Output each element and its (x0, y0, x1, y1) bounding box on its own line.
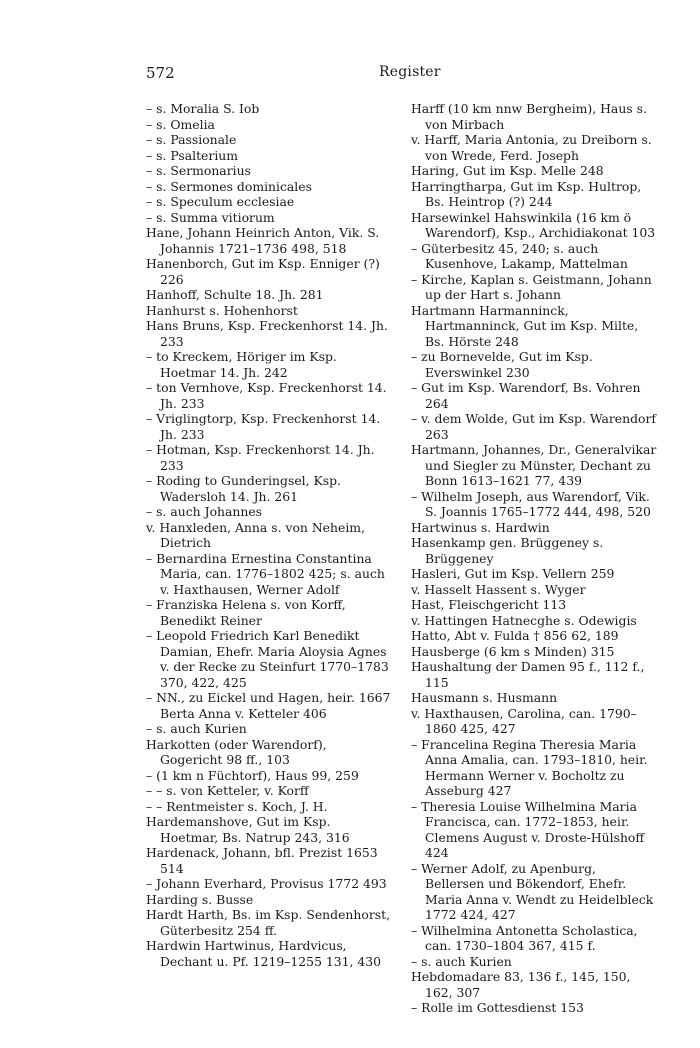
index-entry: Hasleri, Gut im Ksp. Vellern 259 (411, 566, 615, 581)
index-entry: – s. Sermones dominicales (146, 178, 312, 194)
index-entry: v. Haxthausen, Carolina, can. 1790–1860 425, 427 (411, 705, 637, 736)
index-entry: Hardt Harth, Bs. im Ksp. Sendenhorst, Güterbesitz 254 ff. (146, 907, 391, 938)
index-entry: Hausberge (6 km s Minden) 315 (411, 643, 615, 659)
page-header (0, 64, 700, 84)
index-entry: – Kirche, Kaplan s. Geistmann, Johann up der Hart s. Johann (411, 271, 652, 302)
index-entry: Hatto, Abt v. Fulda † 856 62, 189 (411, 628, 619, 643)
running-title: Register (379, 64, 441, 80)
index-entry: Hanhoff, Schulte 18. Jh. 281 (146, 287, 324, 302)
index-entry: Hanenborch, Gut im Ksp. Enniger (?) 226 (146, 256, 380, 287)
index-entry: – – s. von Ketteler, v. Korff (146, 783, 309, 798)
index-entry: Hausmann s. Husmann (411, 690, 558, 705)
index-entry: Hartmann Harmanninck, Hartmanninck, Gut im Ksp. Milte, Bs. Hörste 248 (411, 302, 639, 349)
index-entry: – s. Omelia (146, 116, 215, 132)
index-entry: Hartwinus s. Hardwin (411, 519, 550, 535)
index-entry: Hartmann, Johannes, Dr., Generalvikar und Siegler zu Münster, Dechant zu Bonn 1613–1621 77, 439 (411, 442, 657, 488)
index-entry: – Theresia Louise Wilhelmina Maria Francisca, can. 1772–1853, heir. Clemens August v. Droste-Hülshoff 424 (411, 798, 645, 860)
left-index-column (146, 101, 392, 969)
index-entry: – Roding to Gunderingsel, Ksp. Wadersloh 14. Jh. 261 (146, 473, 341, 504)
index-entry: – Werner Adolf, zu Apenburg, Bellersen und Bökendorf, Ehefr. Maria Anna v. Wendt zu Heidelbleck 1772 424, 427 (411, 860, 654, 922)
index-entry: Hasenkamp gen. Brüggeney s. Brüggeney (411, 535, 604, 566)
index-entry: – NN., zu Eickel und Hagen, heir. 1667 Berta Anna v. Ketteler 406 (146, 690, 391, 721)
index-entry: – Francelina Regina Theresia Maria Anna Amalia, can. 1793–1810, heir. Hermann Werner v. Bocholtz zu Asseburg 427 (411, 736, 648, 798)
index-entry: – zu Bornevelde, Gut im Ksp. Everswinkel 230 (411, 349, 593, 380)
index-entry: – s. auch Johannes (146, 504, 263, 519)
index-entry: v. Hanxleden, Anna s. von Neheim, Dietrich (146, 519, 365, 550)
index-entry: – Hotman, Ksp. Freckenhorst 14. Jh. 233 (146, 442, 375, 473)
index-entry: v. Hattingen Hatnecghe s. Odewigis (411, 612, 637, 628)
index-entry: Hardwin Hartwinus, Hardvicus, Dechant u. Pf. 1219–1255 131, 430 (146, 938, 382, 969)
index-entry: Hardemanshove, Gut im Ksp. Hoetmar, Bs. Natrup 243, 316 (146, 814, 350, 845)
index-entry: – Rolle im Gottesdienst 153 (411, 1000, 584, 1015)
index-entry: – Wilhelm Joseph, aus Warendorf, Vik. S. Joannis 1765–1772 444, 498, 520 (411, 488, 651, 519)
index-entry: – Wilhelmina Antonetta Scholastica, can. 1730–1804 367, 415 f. (411, 922, 638, 953)
index-entry: v. Harff, Maria Antonia, zu Dreiborn s. von Wrede, Ferd. Joseph (411, 132, 652, 163)
index-entry: – Güterbesitz 45, 240; s. auch Kusenhove, Lakamp, Mattelman (411, 240, 628, 271)
index-entry: – s. Sermonarius (146, 163, 251, 178)
index-entry: Harff (10 km nnw Bergheim), Haus s. von Mirbach (411, 101, 647, 132)
index-entry: Hanhurst s. Hohenhorst (146, 302, 298, 318)
index-entry: Hans Bruns, Ksp. Freckenhorst 14. Jh. 233 (146, 318, 388, 349)
index-entry: – (1 km n Füchtorf), Haus 99, 259 (146, 767, 359, 783)
index-entry: Haushaltung der Damen 95 f., 112 f., 115 (411, 659, 645, 690)
index-entry: Haring, Gut im Ksp. Melle 248 (411, 163, 604, 178)
index-entry: – s. Moralia S. Iob (146, 101, 260, 116)
index-entry: Harsewinkel Hahswinkila (16 km ö Warendorf), Ksp., Archidiakonat 103 (411, 209, 656, 240)
index-entry: – Johann Everhard, Provisus 1772 493 (146, 876, 387, 891)
index-entry: Hast, Fleischgericht 113 (411, 597, 567, 612)
index-entry: – Leopold Friedrich Karl Benedikt Damian, Ehefr. Maria Aloysia Agnes v. der Recke zu Steinfurt 1770–1783 370, 422, 425 (146, 628, 389, 690)
index-entry: – s. Passionale (146, 132, 237, 147)
index-entry: Hane, Johann Heinrich Anton, Vik. S. Johannis 1721–1736 498, 518 (146, 225, 380, 256)
index-entry: Harringtharpa, Gut im Ksp. Hultrop, Bs. Heintrop (?) 244 (411, 178, 642, 209)
index-entry: – s. auch Kurien (411, 953, 512, 969)
index-entry: v. Hasselt Hassent s. Wyger (411, 581, 586, 597)
index-entry: Harkotten (oder Warendorf), Gogericht 98 ff., 103 (146, 736, 327, 767)
index-entry: – ton Vernhove, Ksp. Freckenhorst 14. Jh. 233 (146, 380, 387, 411)
index-entry: Hebdomadare 83, 136 f., 145, 150, 162, 307 (411, 969, 631, 1000)
index-entry: – s. Psalterium (146, 147, 239, 163)
index-entry: – s. auch Kurien (146, 721, 247, 736)
index-entry: – Bernardina Ernestina Constantina Maria, can. 1776–1802 425; s. auch v. Haxthausen, Werner Adolf (146, 550, 385, 597)
index-entry: Hardenack, Johann, bfl. Prezist 1653 514 (146, 845, 378, 876)
index-entry: – Gut im Ksp. Warendorf, Bs. Vohren 264 (411, 380, 641, 411)
right-index-column (411, 101, 657, 1016)
index-entry: – to Kreckem, Höriger im Ksp. Hoetmar 14. Jh. 242 (146, 349, 337, 380)
index-entry: – v. dem Wolde, Gut im Ksp. Warendorf 263 (411, 411, 657, 442)
index-entry: – Franziska Helena s. von Korff, Benedikt Reiner (146, 597, 346, 628)
page-number: 572 (146, 64, 175, 82)
index-entry: – s. Summa vitiorum (146, 209, 275, 225)
index-entry: – Vriglingtorp, Ksp. Freckenhorst 14. Jh. 233 (146, 411, 381, 442)
index-entry: Harding s. Busse (146, 891, 254, 907)
index-entry: – s. Speculum ecclesiae (146, 194, 295, 209)
index-entry: – – Rentmeister s. Koch, J. H. (146, 798, 328, 814)
